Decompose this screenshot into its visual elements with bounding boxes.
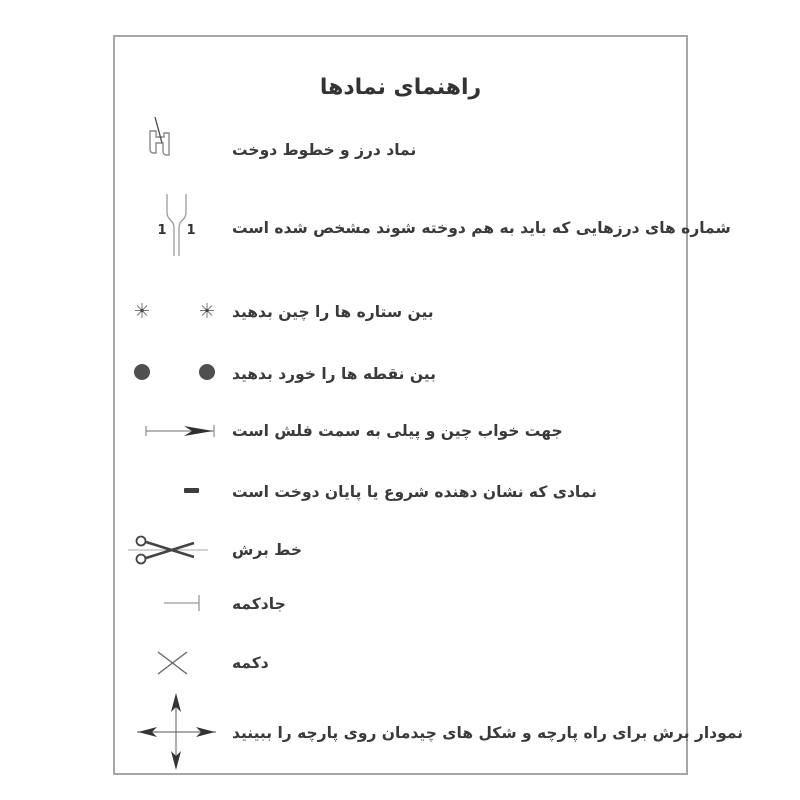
legend-row-label: جهت خواب چین و پیلی به سمت فلش است — [232, 422, 563, 440]
legend-row-label: نمودار برش برای راه پارچه و شکل های چیدمان روی پارچه را ببینید — [232, 724, 744, 742]
buttonhole-icon — [163, 593, 203, 613]
legend-row-label: شماره های درزهایی که باید به هم دوخته شوند مشخص شده است — [232, 219, 731, 237]
legend-row-label: نمادی که نشان دهنده شروع یا پایان دوخت است — [232, 483, 597, 501]
grainline-cross-icon — [133, 690, 219, 772]
legend-row-label: بین ستاره ها را چین بدهید — [232, 303, 434, 321]
stars-icon — [134, 302, 216, 319]
legend-frame — [113, 35, 744, 775]
presser-foot-icon — [142, 116, 176, 158]
legend-row-label: جادکمه — [232, 595, 286, 613]
start-end-dash-icon — [184, 488, 199, 493]
seam-number-left: 1 — [157, 223, 167, 238]
button-x-icon — [156, 650, 189, 676]
seam-number-right: 1 — [186, 223, 196, 238]
legend-row-label: نماد درز و خطوط دوخت — [232, 141, 417, 159]
legend-row-label: خط برش — [232, 541, 303, 559]
legend-row-label: دکمه — [232, 654, 269, 672]
page-title: راهنمای نمادها — [319, 75, 482, 100]
direction-arrow-icon — [144, 422, 216, 440]
scissors-icon — [128, 534, 210, 566]
seam-numbers-icon — [154, 193, 198, 257]
legend-row-label: بین نقطه ها را خورد بدهید — [232, 365, 436, 383]
